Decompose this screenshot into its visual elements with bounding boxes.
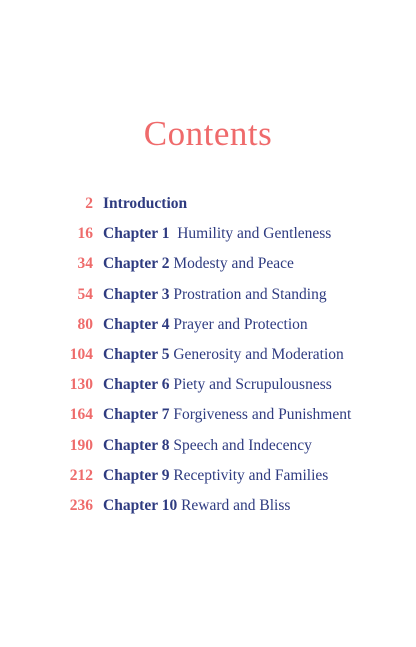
toc-page-number: 130 — [69, 376, 93, 394]
toc-entry-introduction — [0, 189, 416, 219]
toc-chapter-title: Generosity and Moderation — [169, 346, 344, 364]
toc-chapter-label: Chapter 5 — [103, 346, 170, 364]
toc-page-number: 236 — [69, 496, 93, 514]
toc-page-number: 190 — [69, 436, 93, 454]
toc-entry-chapter-2 — [0, 249, 416, 279]
toc-entry-chapter-7 — [0, 400, 416, 430]
toc-chapter-label: Chapter 1 — [103, 225, 170, 243]
toc-page-number: 164 — [69, 406, 93, 424]
toc-chapter-title: Prostration and Standing — [169, 285, 327, 303]
toc-chapter-label: Chapter 3 — [103, 285, 170, 303]
toc-entry-chapter-8 — [0, 431, 416, 461]
toc-chapter-title: Forgiveness and Punishment — [169, 406, 352, 424]
toc-page-number: 80 — [77, 315, 93, 333]
toc-page-number: 104 — [69, 346, 93, 364]
toc-chapter-title: Speech and Indecency — [169, 436, 312, 454]
toc-chapter-label: Chapter 10 — [103, 496, 178, 514]
toc-chapter-label: Chapter 9 — [103, 466, 170, 484]
toc-chapter-title: Piety and Scrupulousness — [169, 376, 332, 394]
toc-page-number: 16 — [77, 225, 93, 243]
toc-chapter-label: Chapter 2 — [103, 255, 170, 273]
toc-chapter-title: Humility and Gentleness — [169, 225, 332, 243]
toc-entry-chapter-5 — [0, 340, 416, 370]
toc-chapter-label: Chapter 4 — [103, 315, 170, 333]
toc-chapter-label: Chapter 7 — [103, 406, 170, 424]
toc-entry-chapter-3 — [0, 280, 416, 310]
toc-chapter-label: Introduction — [103, 195, 188, 213]
toc-page-number: 2 — [85, 195, 93, 213]
toc-page-number: 34 — [77, 255, 93, 273]
toc-chapter-title: Prayer and Protection — [169, 315, 308, 333]
toc-chapter-label: Chapter 8 — [103, 436, 170, 454]
toc-entry-chapter-6 — [0, 370, 416, 400]
toc-entry-chapter-9 — [0, 461, 416, 491]
toc-chapter-title: Reward and Bliss — [177, 496, 291, 514]
toc-chapter-title: Modesty and Peace — [169, 255, 294, 273]
toc-page-number: 54 — [77, 285, 93, 303]
toc-page-number: 212 — [69, 466, 93, 484]
toc-chapter-label: Chapter 6 — [103, 376, 170, 394]
page-title: Contents — [143, 114, 273, 153]
table-of-contents — [0, 189, 416, 521]
toc-entry-chapter-4 — [0, 310, 416, 340]
toc-entry-chapter-10 — [0, 491, 416, 521]
toc-chapter-title: Receptivity and Families — [169, 466, 329, 484]
toc-entry-chapter-1 — [0, 219, 416, 249]
